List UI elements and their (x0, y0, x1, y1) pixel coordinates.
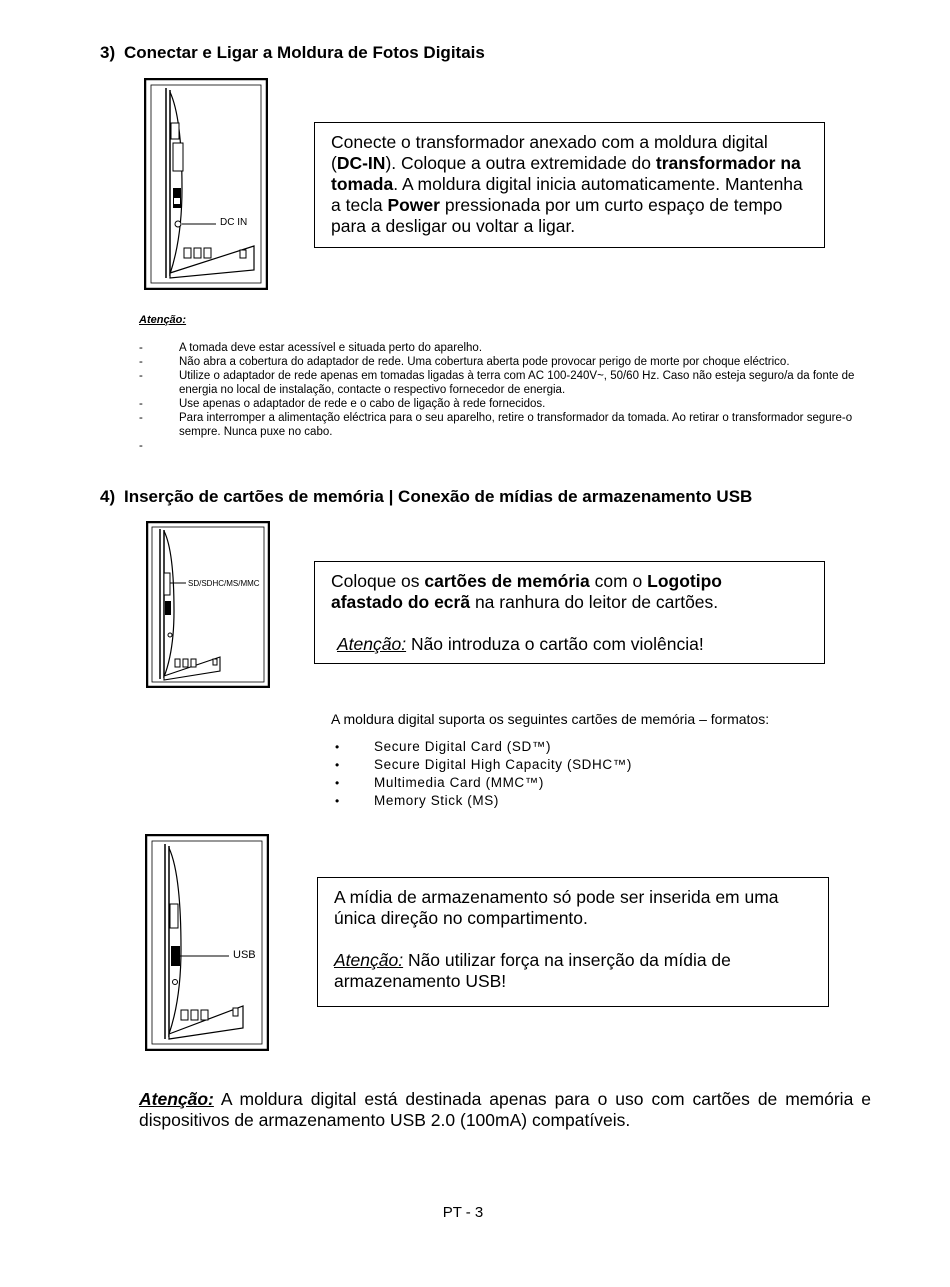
warnings-list (139, 341, 864, 453)
dc-in-label: DC IN (220, 217, 248, 228)
warning-text: Não abra a cobertura do adaptador de rede. Uma cobertura aberta pode provocar perigo de morte por choque eléctrico. (179, 356, 790, 368)
format-text: Secure Digital High Capacity (SDHC™) (374, 757, 632, 772)
box-text: com o (589, 571, 648, 591)
attention-label: Atenção: (337, 634, 407, 654)
usb-insert-box (317, 877, 829, 1007)
section-3-title: Conectar e Ligar a Moldura de Fotos Digitais (124, 43, 485, 62)
warning-text: Utilize o adaptador de rede apenas em tomadas ligadas à terra com AC 100-240V~, 50/60 Hz. Caso não esteja seguro/a da fonte de energia no local de instalação, contacte o respectivo fornecedor de energia. (179, 370, 855, 396)
dash: - (139, 412, 143, 424)
section-4-number: 4) (100, 487, 116, 506)
warning-item (139, 411, 864, 439)
card-slot-image (146, 521, 270, 688)
formats-list (331, 738, 731, 810)
format-item (331, 738, 731, 756)
format-item (331, 756, 731, 774)
card-slot-figure (146, 521, 270, 688)
usb-insert-text: A mídia de armazenamento só pode ser inserida em uma única direção no compartimento. (334, 887, 779, 928)
box-text: ). Coloque a outra extremidade do (385, 153, 656, 173)
box-text: na ranhura do leitor de cartões. (470, 592, 719, 612)
format-item (331, 774, 731, 792)
frame-side-view-image (144, 78, 268, 290)
final-attention-note (139, 1089, 871, 1131)
dash: - (139, 356, 143, 368)
card-slot-label: SD/SDHC/MS/MMC (188, 579, 260, 588)
attention-label: Atenção: (334, 950, 404, 970)
section-3-number: 3) (100, 43, 116, 62)
section-4-heading (100, 487, 752, 507)
bullet: • (335, 740, 340, 754)
dash: - (139, 398, 143, 410)
card-warning-text: Não introduza o cartão com violência! (406, 634, 704, 654)
dash: - (139, 370, 143, 382)
box-bold-power: Power (387, 195, 440, 215)
bullet: • (335, 776, 340, 790)
usb-warning-text: Não utilizar força na inserção da mídia de armazenamento USB! (334, 950, 731, 991)
warning-item (139, 369, 864, 397)
box-bold-memory-cards: cartões de memória (424, 571, 590, 591)
dash: - (139, 342, 143, 354)
usb-port-image (145, 834, 269, 1051)
formats-intro: A moldura digital suporta os seguintes cartões de memória – formatos: (331, 711, 770, 727)
usb-warning (334, 950, 812, 992)
format-text: Memory Stick (MS) (374, 793, 499, 808)
card-warning (331, 634, 808, 655)
warning-item (139, 355, 864, 369)
warning-item (139, 439, 864, 453)
format-item (331, 792, 731, 810)
box-bold-logo: Logotipo afastado do ecrã (331, 571, 722, 612)
page-number: PT - 3 (442, 1204, 484, 1221)
bullet: • (335, 758, 340, 772)
box-bold-transformer: transformador na tomada (331, 153, 801, 194)
warning-text: Para interromper a alimentação eléctrica para o seu aparelho, retire o transformador da tomada. Ao retirar o transformador segure-o sempre. Nunca puxe no cabo. (179, 412, 853, 438)
dc-in-figure (144, 78, 268, 290)
section-3-heading (100, 43, 485, 63)
warning-text: A tomada deve estar acessível e situada perto do aparelho. (179, 342, 483, 354)
usb-label: USB (233, 949, 256, 961)
box-text: Conecte o transformador anexado com a moldura digital ( (331, 132, 768, 173)
card-insert-text (331, 571, 808, 613)
warning-text: Use apenas o adaptador de rede e o cabo de ligação à rede fornecidos. (179, 398, 546, 410)
dash: - (139, 440, 143, 452)
warning-item (139, 397, 864, 411)
format-text: Secure Digital Card (SD™) (374, 739, 552, 754)
box-text: . A moldura digital inicia automaticamente. Mantenha a tecla (331, 174, 803, 215)
attention-label: Atenção: (139, 1089, 214, 1109)
box-text: Coloque os (331, 571, 425, 591)
final-note-text: A moldura digital está destinada apenas para o uso com cartões de memória e dispositivos de armazenamento USB 2.0 (100mA) compatíveis. (139, 1089, 871, 1130)
warning-item (139, 341, 864, 355)
section-4-title: Inserção de cartões de memória | Conexão de mídias de armazenamento USB (124, 487, 753, 506)
format-text: Multimedia Card (MMC™) (374, 775, 544, 790)
attention-label: Atenção: (139, 314, 187, 326)
bullet: • (335, 794, 340, 808)
connect-instructions-box (314, 122, 825, 248)
box-text: pressionada por um curto espaço de tempo para a desligar ou voltar a ligar. (331, 195, 783, 236)
usb-figure (145, 834, 269, 1051)
card-insert-box (314, 561, 825, 664)
box-bold-dc-in: DC-IN (336, 153, 386, 173)
